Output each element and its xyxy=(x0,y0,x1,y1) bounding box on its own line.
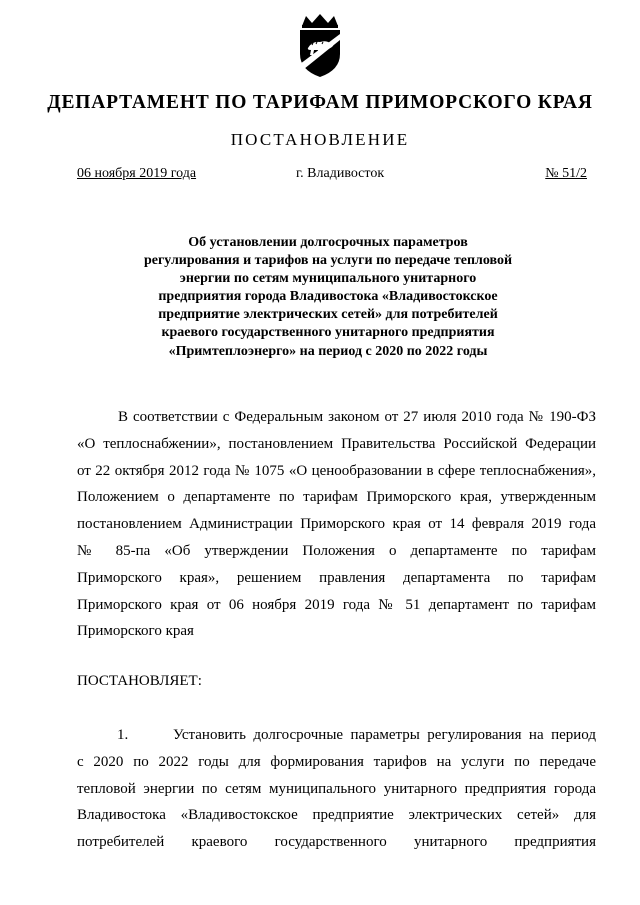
clause-line: потребителей краевого государственного унитарного предприятия xyxy=(77,834,596,851)
subject-line: предприятие электрических сетей» для потребителей xyxy=(158,307,498,323)
paragraph-line: «О теплоснабжении», постановлением Правительства Российской Федерации xyxy=(77,435,596,452)
preamble-paragraph xyxy=(77,404,596,645)
paragraph-line: В соответствии с Федеральным законом от 27 июля 2010 года № 190-ФЗ xyxy=(118,409,596,425)
subject-line: «Примтеплоэнерго» на период с 2020 по 2022 годы xyxy=(168,343,488,359)
clause-line: с 2020 по 2022 годы для формирования тарифов на услуги по передаче xyxy=(77,753,596,770)
subject-line: предприятия города Владивостока «Владивостокское xyxy=(158,289,498,305)
clause-line: тепловой энергии по сетям муниципального унитарного предприятия города xyxy=(77,780,596,797)
organization-title: ДЕПАРТАМЕНТ ПО ТАРИФАМ ПРИМОРСКОГО КРАЯ xyxy=(47,92,593,113)
paragraph-line: Положением о департаменте по тарифам Приморского края, утвержденным xyxy=(77,489,596,506)
paragraph-line: № 85-па «Об утверждении Положения о департаменте по тарифам xyxy=(77,542,596,559)
paragraph-line: от 22 октября 2012 года № 1075 «О ценообразовании в сфере теплоснабжения», xyxy=(77,462,596,479)
resolves-heading: ПОСТАНОВЛЯЕТ: xyxy=(77,673,202,689)
clause-1 xyxy=(77,722,596,856)
subject-line: Об установлении долгосрочных параметров xyxy=(188,235,468,250)
subject-line: энергии по сетям муниципального унитарного xyxy=(179,271,477,287)
document-subject xyxy=(120,234,536,361)
document-type: ПОСТАНОВЛЕНИЕ xyxy=(230,130,410,149)
subject-line: регулирования и тарифов на услуги по передаче тепловой xyxy=(143,253,513,269)
paragraph-line: Приморского края xyxy=(77,623,194,640)
paragraph-line: Приморского края», решением правления департамента по тарифам xyxy=(77,569,596,586)
subject-line: краевого государственного унитарного предприятия xyxy=(161,325,495,341)
clause-line: 1. Установить долгосрочные параметры регулирования на период xyxy=(117,727,596,743)
paragraph-line: постановлением Администрации Приморского края от 14 февраля 2019 года xyxy=(77,516,596,533)
document-city: г. Владивосток xyxy=(296,166,385,181)
paragraph-line: Приморского края от 06 ноября 2019 года № 51 департамент по тарифам xyxy=(77,596,596,613)
coat-of-arms-icon xyxy=(296,14,344,78)
document-number: № 51/2 xyxy=(545,166,587,181)
document-date: 06 ноября 2019 года xyxy=(77,166,197,181)
clause-line: Владивостока «Владивостокское предприятие электрических сетей» для xyxy=(77,807,596,824)
